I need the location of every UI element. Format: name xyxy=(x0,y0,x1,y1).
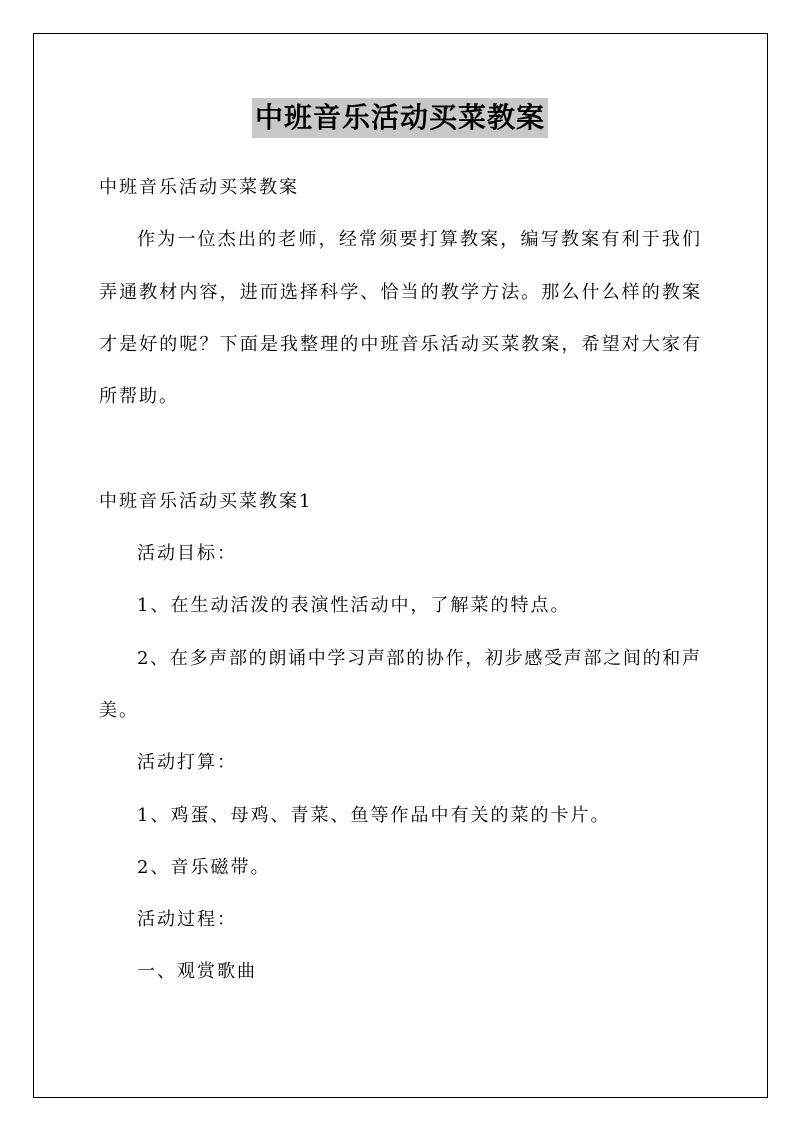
goal-item-continued: 美。 xyxy=(99,699,139,721)
blank-line xyxy=(99,423,700,475)
prep-item: 2、音乐磁带。 xyxy=(137,856,271,878)
intro-line: 作为一位杰出的老师，经常须要打算教案，编写教案有利于我们 xyxy=(137,229,700,251)
prep-item: 1、鸡蛋、母鸡、青菜、鱼等作品中有关的菜的卡片。 xyxy=(137,804,611,826)
doc-heading: 中班音乐活动买菜教案 xyxy=(99,177,299,198)
section-heading: 中班音乐活动买菜教案1 xyxy=(99,490,313,512)
intro-line: 才是好的呢？下面是我整理的中班音乐活动买菜教案，希望对大家有 xyxy=(99,333,700,355)
goal-item: 2、在多声部的朗诵中学习声部的协作，初步感受声部之间的和声 xyxy=(137,647,700,669)
intro-line: 弄通教材内容，进而选择科学、恰当的教学方法。那么什么样的教案 xyxy=(99,281,700,303)
document-body xyxy=(99,162,700,999)
goals-label: 活动目标： xyxy=(137,543,237,565)
prep-label: 活动打算： xyxy=(137,752,237,774)
process-label: 活动过程： xyxy=(137,909,237,931)
title-area xyxy=(0,98,800,138)
goal-item: 1、在生动活泼的表演性活动中，了解菜的特点。 xyxy=(137,595,571,617)
process-item: 一、观赏歌曲 xyxy=(137,961,257,983)
page-title: 中班音乐活动买菜教案 xyxy=(252,98,548,138)
intro-line: 所帮助。 xyxy=(99,386,179,408)
